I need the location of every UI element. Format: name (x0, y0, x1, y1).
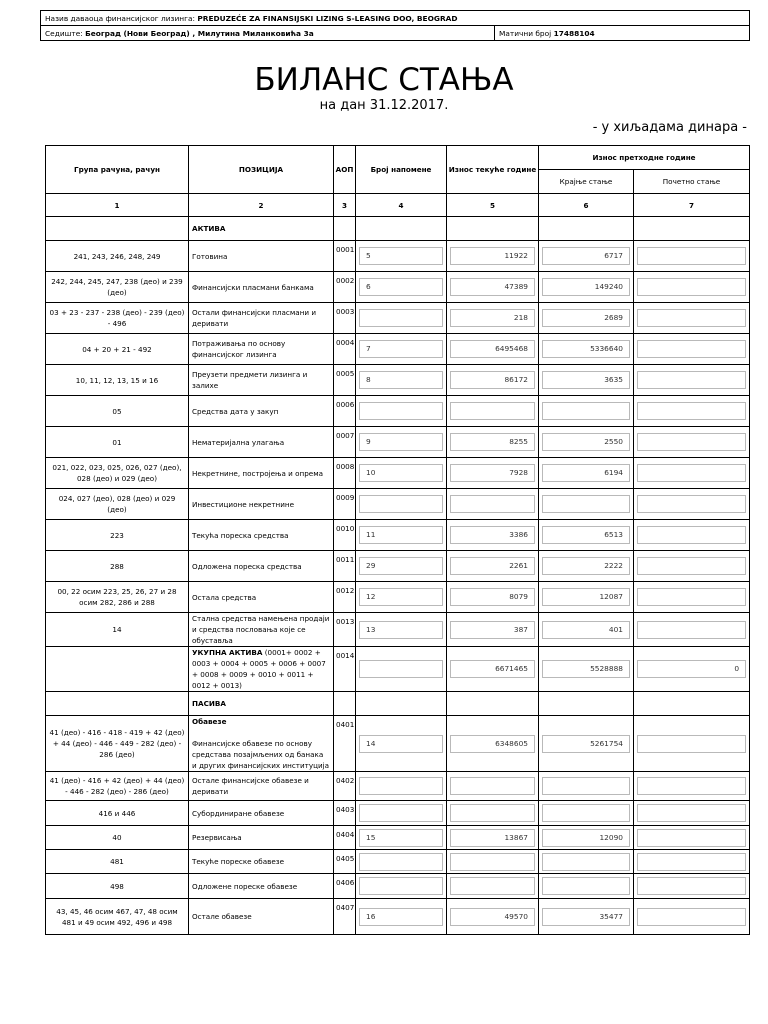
col-header-prev-end: Крајње стање (539, 170, 634, 194)
prev-start-field[interactable] (637, 557, 746, 575)
prev-start-field[interactable] (637, 829, 746, 847)
table-row (46, 241, 750, 272)
obligations-heading: Обавезе (192, 717, 227, 726)
aop-code: 0013 (334, 613, 356, 647)
aop-code: 0011 (334, 551, 356, 582)
aop-code: 0404 (334, 826, 356, 850)
note-field[interactable]: 10 (359, 464, 443, 482)
current-year-field[interactable]: 6348605 (450, 735, 535, 753)
position-cell (189, 647, 334, 692)
assets-section-heading: АКТИВА (189, 217, 334, 241)
table-row (46, 874, 750, 899)
aop-code: 0001 (334, 241, 356, 272)
account-group: 288 (46, 551, 189, 582)
prev-start-field[interactable] (637, 735, 746, 753)
note-field[interactable] (359, 877, 443, 895)
note-field[interactable] (359, 309, 443, 327)
account-group: 43, 45, 46 осим 467, 47, 48 осим 481 и 49 осим 492, 496 и 498 (46, 899, 189, 935)
registration-label: Матични број (499, 28, 552, 38)
current-year-field[interactable] (450, 777, 535, 795)
account-group: 14 (46, 613, 189, 647)
note-field[interactable]: 5 (359, 247, 443, 265)
col-header-previous-year: Износ претходне године (539, 146, 750, 170)
note-field[interactable] (359, 777, 443, 795)
position-label: Некретнине, постројења и опрема (189, 458, 334, 489)
note-field[interactable]: 6 (359, 278, 443, 296)
position-label: Остале финансијске обавезе и деривати (189, 772, 334, 801)
note-field[interactable]: 9 (359, 433, 443, 451)
seat-value: Београд (Нови Београд) , Милутина Миланковића 3а (85, 28, 314, 38)
current-year-field[interactable]: 6671465 (450, 660, 535, 678)
table-row (46, 801, 750, 826)
prev-start-field[interactable] (637, 402, 746, 420)
aop-code: 0402 (334, 772, 356, 801)
account-group: 41 (део) - 416 + 42 (део) + 44 (део) - 446 - 282 (део) - 286 (део) (46, 772, 189, 801)
table-row (46, 772, 750, 801)
total-assets-formula: (0001+ 0002 + 0003 + 0004 + 0005 + 0006 + 0007 + 0008 + 0009 + 0010 + 0011 + 0012 + 0013) (192, 648, 326, 690)
document-title: БИЛАНС СТАЊА (254, 62, 514, 98)
prev-end-field[interactable]: 12087 (542, 588, 630, 606)
aop-code: 0406 (334, 874, 356, 899)
prev-start-field[interactable]: 0 (637, 660, 746, 678)
table-row (46, 303, 750, 334)
col-header-prev-start: Почетно стање (634, 170, 750, 194)
account-group: 10, 11, 12, 13, 15 и 16 (46, 365, 189, 396)
aop-code: 0007 (334, 427, 356, 458)
liabilities-section-row (46, 692, 750, 716)
position-label: Субординиране обавезе (189, 801, 334, 826)
seat-label: Седиште: (45, 28, 83, 38)
table-row (46, 458, 750, 489)
aop-code: 0012 (334, 582, 356, 613)
account-group: 00, 22 осим 223, 25, 26, 27 и 28 осим 282, 286 и 288 (46, 582, 189, 613)
prev-end-field[interactable]: 3635 (542, 371, 630, 389)
col-header-position: ПОЗИЦИЈА (189, 146, 334, 194)
aop-code: 0006 (334, 396, 356, 427)
note-field[interactable] (359, 853, 443, 871)
table-row (46, 551, 750, 582)
balance-sheet-table (45, 145, 750, 935)
company-header (40, 10, 750, 41)
position-label: Текућа пореска средства (189, 520, 334, 551)
account-group: 481 (46, 850, 189, 874)
prev-end-field[interactable]: 2222 (542, 557, 630, 575)
prev-start-field[interactable] (637, 908, 746, 926)
prev-start-field[interactable] (637, 433, 746, 451)
current-year-field[interactable] (450, 853, 535, 871)
note-field[interactable]: 29 (359, 557, 443, 575)
col-number: 1 (46, 194, 189, 217)
prev-start-field[interactable] (637, 464, 746, 482)
prev-end-field[interactable]: 5261754 (542, 735, 630, 753)
account-group: 01 (46, 427, 189, 458)
position-label: Средства дата у закуп (189, 396, 334, 427)
account-group: 40 (46, 826, 189, 850)
col-header-note: Број напомене (356, 146, 447, 194)
col-header-aop: АОП (334, 146, 356, 194)
aop-code: 0004 (334, 334, 356, 365)
account-group: 021, 022, 023, 025, 026, 027 (део), 028 (део) и 029 (део) (46, 458, 189, 489)
note-field[interactable] (359, 402, 443, 420)
position-label: Остали финансијски пласмани и деривати (189, 303, 334, 334)
current-year-field[interactable]: 11922 (450, 247, 535, 265)
account-group: 05 (46, 396, 189, 427)
position-label: Резервисања (189, 826, 334, 850)
aop-code: 0010 (334, 520, 356, 551)
lessor-row (41, 11, 750, 26)
table-row (46, 716, 750, 772)
table-row (46, 396, 750, 427)
units-note: - у хиљадама динара - (592, 120, 747, 135)
registration-cell (495, 26, 750, 41)
prev-end-field[interactable]: 6717 (542, 247, 630, 265)
account-group: 223 (46, 520, 189, 551)
document-date: на дан 31.12.2017. (319, 98, 449, 113)
account-group: 03 + 23 - 237 - 238 (део) - 239 (део) - 496 (46, 303, 189, 334)
position-label: Финансијске обавезе по основу средстава позајмљених од банака и других финансијских институција (192, 739, 330, 770)
table-row (46, 899, 750, 935)
note-field[interactable]: 12 (359, 588, 443, 606)
prev-start-field[interactable] (637, 247, 746, 265)
prev-start-field[interactable] (637, 340, 746, 358)
prev-end-field[interactable] (542, 495, 630, 513)
position-label: Потраживања по основу финансијског лизинга (189, 334, 334, 365)
table-row (46, 272, 750, 303)
table-row (46, 427, 750, 458)
current-year-field[interactable]: 7928 (450, 464, 535, 482)
prev-end-field[interactable] (542, 402, 630, 420)
prev-end-field[interactable]: 6194 (542, 464, 630, 482)
col-number: 3 (334, 194, 356, 217)
prev-end-field[interactable]: 149240 (542, 278, 630, 296)
col-header-current-year: Износ текуће године (447, 146, 539, 194)
prev-start-field[interactable] (637, 588, 746, 606)
note-field[interactable]: 14 (359, 735, 443, 753)
prev-end-field[interactable] (542, 804, 630, 822)
aop-code: 0003 (334, 303, 356, 334)
note-field[interactable]: 13 (359, 621, 443, 639)
position-label: Одложене пореске обавезе (189, 874, 334, 899)
note-field[interactable]: 7 (359, 340, 443, 358)
table-row (46, 334, 750, 365)
prev-end-field[interactable] (542, 877, 630, 895)
current-year-field[interactable]: 13867 (450, 829, 535, 847)
aop-code: 0403 (334, 801, 356, 826)
note-field[interactable]: 16 (359, 908, 443, 926)
prev-end-field[interactable]: 6513 (542, 526, 630, 544)
aop-code: 0405 (334, 850, 356, 874)
aop-code: 0005 (334, 365, 356, 396)
current-year-field[interactable]: 218 (450, 309, 535, 327)
prev-end-field[interactable]: 2550 (542, 433, 630, 451)
note-field[interactable]: 8 (359, 371, 443, 389)
account-group: 04 + 20 + 21 - 492 (46, 334, 189, 365)
current-year-field[interactable] (450, 804, 535, 822)
table-row (46, 365, 750, 396)
current-year-field[interactable]: 8079 (450, 588, 535, 606)
lessor-label: Назив даваоца финансијског лизинга: (45, 13, 195, 23)
prev-end-field[interactable]: 12090 (542, 829, 630, 847)
prev-end-field[interactable] (542, 853, 630, 871)
seat-cell (41, 26, 495, 41)
current-year-field[interactable] (450, 877, 535, 895)
position-label: Остале обавезе (189, 899, 334, 935)
note-field[interactable] (359, 660, 443, 678)
liabilities-section-heading: ПАСИВА (189, 692, 334, 716)
prev-start-field[interactable] (637, 777, 746, 795)
prev-end-field[interactable]: 2689 (542, 309, 630, 327)
col-number: 7 (634, 194, 750, 217)
current-year-field[interactable]: 47389 (450, 278, 535, 296)
position-label: Одложена пореска средства (189, 551, 334, 582)
aop-code: 0407 (334, 899, 356, 935)
prev-end-field[interactable]: 5528888 (542, 660, 630, 678)
table-row (46, 613, 750, 647)
current-year-field[interactable]: 387 (450, 621, 535, 639)
prev-start-field[interactable] (637, 621, 746, 639)
current-year-field[interactable]: 3386 (450, 526, 535, 544)
assets-section-row (46, 217, 750, 241)
col-number: 2 (189, 194, 334, 217)
account-group: 242, 244, 245, 247, 238 (део) и 239 (део) (46, 272, 189, 303)
total-assets-label: УКУПНА АКТИВА (192, 648, 263, 657)
prev-start-field[interactable] (637, 309, 746, 327)
lessor-name: PREDUZEĆE ZA FINANSIJSKI LIZING S-LEASING DOO, BEOGRAD (197, 13, 458, 23)
prev-start-field[interactable] (637, 371, 746, 389)
prev-end-field[interactable]: 5336640 (542, 340, 630, 358)
position-label: Нематеријална улагања (189, 427, 334, 458)
col-header-group: Група рачуна, рачун (46, 146, 189, 194)
account-group: 241, 243, 246, 248, 249 (46, 241, 189, 272)
aop-code: 0009 (334, 489, 356, 520)
note-field[interactable] (359, 495, 443, 513)
prev-end-field[interactable] (542, 777, 630, 795)
current-year-field[interactable]: 86172 (450, 371, 535, 389)
current-year-field[interactable]: 49570 (450, 908, 535, 926)
position-label: Текуће пореске обавезе (189, 850, 334, 874)
col-number: 4 (356, 194, 447, 217)
aop-code: 0014 (334, 647, 356, 692)
column-number-row (46, 194, 750, 217)
prev-start-field[interactable] (637, 495, 746, 513)
account-group: 498 (46, 874, 189, 899)
note-field[interactable]: 15 (359, 829, 443, 847)
table-row (46, 826, 750, 850)
prev-start-field[interactable] (637, 877, 746, 895)
table-row (46, 850, 750, 874)
current-year-field[interactable]: 6495468 (450, 340, 535, 358)
account-group (46, 647, 189, 692)
table-row (46, 647, 750, 692)
position-label: Стална средства намењена продаји и средства пословања које се обуставља (189, 613, 334, 647)
aop-code: 0008 (334, 458, 356, 489)
aop-code: 0401 (334, 716, 356, 772)
prev-end-field[interactable]: 401 (542, 621, 630, 639)
table-row (46, 582, 750, 613)
account-group: 024, 027 (део), 028 (део) и 029 (део) (46, 489, 189, 520)
prev-end-field[interactable]: 35477 (542, 908, 630, 926)
position-label: Инвестиционе некретнине (189, 489, 334, 520)
account-group: 416 и 446 (46, 801, 189, 826)
aop-code: 0002 (334, 272, 356, 303)
current-year-field[interactable]: 8255 (450, 433, 535, 451)
current-year-field[interactable] (450, 495, 535, 513)
position-label: Готовина (189, 241, 334, 272)
col-number: 6 (539, 194, 634, 217)
prev-start-field[interactable] (637, 526, 746, 544)
registration-number: 17488104 (553, 28, 595, 38)
position-label: Финансијски пласмани банкама (189, 272, 334, 303)
position-cell (189, 716, 334, 772)
table-row (46, 489, 750, 520)
note-field[interactable]: 11 (359, 526, 443, 544)
current-year-field[interactable] (450, 402, 535, 420)
col-number: 5 (447, 194, 539, 217)
prev-start-field[interactable] (637, 804, 746, 822)
table-row (46, 520, 750, 551)
position-label: Преузети предмети лизинга и залихе (189, 365, 334, 396)
position-label: Остала средства (189, 582, 334, 613)
current-year-field[interactable]: 2261 (450, 557, 535, 575)
note-field[interactable] (359, 804, 443, 822)
account-group: 41 (део) - 416 - 418 - 419 + 42 (део) + 44 (део) - 446 - 449 - 282 (део) - 286 (део) (46, 716, 189, 772)
prev-start-field[interactable] (637, 278, 746, 296)
prev-start-field[interactable] (637, 853, 746, 871)
